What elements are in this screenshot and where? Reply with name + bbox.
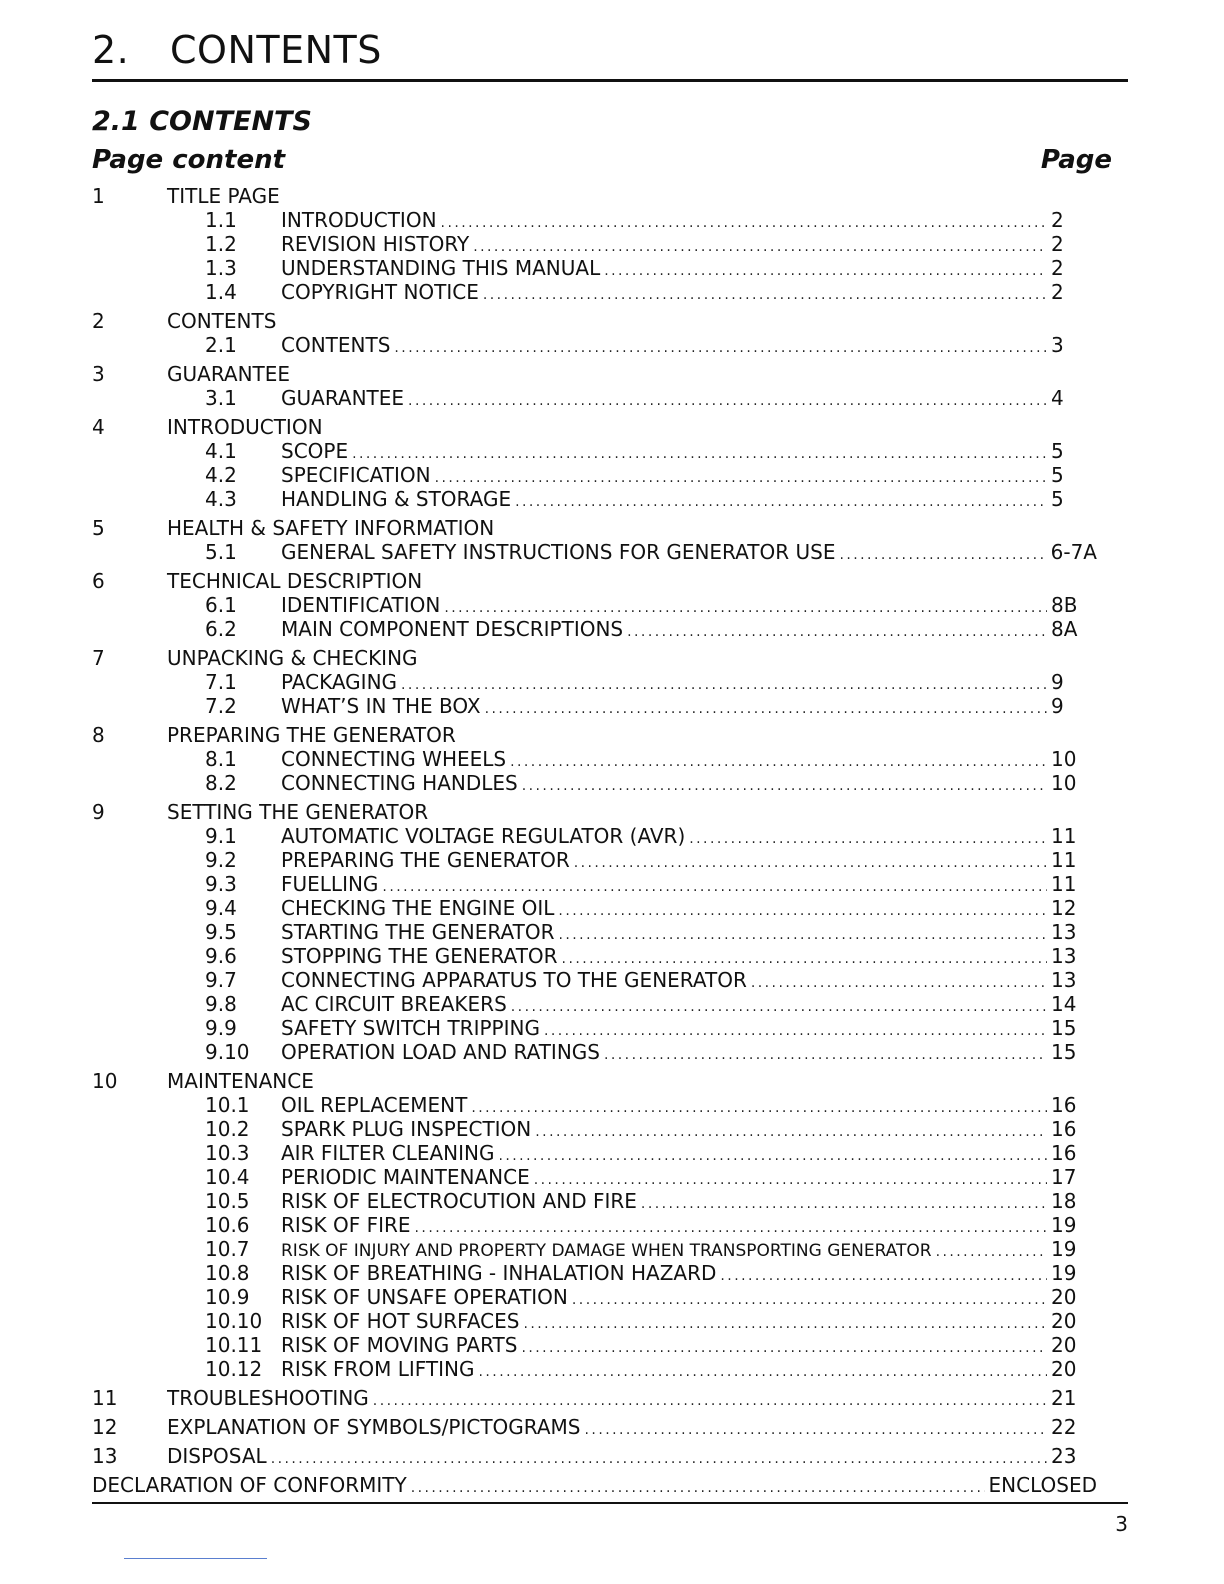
chapter-title: TITLE PAGE (167, 184, 280, 208)
toc-chapter[interactable] (92, 1444, 1097, 1468)
chapter-number: 2 (92, 309, 105, 333)
dot-leader (394, 336, 1047, 360)
toc-entry[interactable] (92, 1093, 1097, 1117)
entry-title: GENERAL SAFETY INSTRUCTIONS FOR GENERATOR USE (281, 540, 836, 564)
chapter-number: 13 (92, 1444, 118, 1468)
entry-page: 11 (1051, 824, 1077, 848)
chapter-title: TECHNICAL DESCRIPTION (167, 569, 423, 593)
entry-title: INTRODUCTION (281, 208, 437, 232)
toc-chapter[interactable] (92, 800, 1097, 824)
toc-chapter[interactable] (92, 415, 1097, 439)
toc-entry[interactable] (92, 256, 1097, 280)
entry-title: CONNECTING HANDLES (281, 771, 518, 795)
entry-body (281, 747, 1097, 774)
entry-page: 20 (1051, 1309, 1077, 1333)
chapter-page: 22 (1051, 1415, 1077, 1439)
entry-body (281, 872, 1097, 899)
entry-title: RISK OF MOVING PARTS (281, 1333, 518, 1357)
entry-page: 13 (1051, 920, 1077, 944)
chapter-title: GUARANTEE (167, 362, 291, 386)
dot-leader (373, 1389, 1047, 1413)
entry-page: 2 (1051, 256, 1064, 280)
entry-body (281, 1117, 1097, 1144)
entry-page: 15 (1051, 1016, 1077, 1040)
entry-body (281, 771, 1097, 798)
entry-page: 9 (1051, 670, 1064, 694)
toc-entry[interactable] (92, 1016, 1097, 1040)
entry-number: 9.8 (205, 992, 237, 1016)
chapter-number: 1 (92, 184, 105, 208)
entry-body (281, 670, 1097, 697)
entry-page: 17 (1051, 1165, 1077, 1189)
entry-page: 19 (1051, 1237, 1077, 1261)
entry-body (281, 280, 1097, 307)
entry-body (281, 439, 1097, 466)
dot-leader (479, 1360, 1048, 1384)
toc-entry[interactable] (92, 386, 1097, 410)
entry-title: FUELLING (281, 872, 379, 896)
entry-number: 6.1 (205, 593, 237, 617)
entry-title: PREPARING THE GENERATOR (281, 848, 570, 872)
entry-body (281, 824, 1097, 851)
entry-title: SCOPE (281, 439, 349, 463)
entry-number: 4.2 (205, 463, 237, 487)
entry-number: 10.10 (205, 1309, 263, 1333)
chapter-number: 10 (92, 1069, 118, 1093)
entry-title: CONTENTS (281, 333, 391, 357)
entry-page: 6-7A (1050, 540, 1097, 564)
chapter-title: SETTING THE GENERATOR (167, 800, 429, 824)
entry-page: 9 (1051, 694, 1064, 718)
entry-title: OIL REPLACEMENT (281, 1093, 468, 1117)
toc-entry[interactable] (92, 992, 1097, 1016)
chapter-entry (167, 1444, 1097, 1471)
entry-page: 8A (1051, 617, 1078, 641)
toc-chapter[interactable] (92, 516, 1097, 540)
toc-entry[interactable] (92, 1213, 1097, 1237)
chapter-entry (167, 1415, 1097, 1442)
toc-entry[interactable] (92, 824, 1097, 848)
toc-chapter[interactable] (92, 1386, 1097, 1410)
toc-entry[interactable] (92, 694, 1097, 718)
toc-entry[interactable] (92, 593, 1097, 617)
toc-entry[interactable] (92, 920, 1097, 944)
entry-number: 1.3 (205, 256, 237, 280)
dot-leader (627, 620, 1047, 644)
entry-body (281, 617, 1097, 644)
chapter-title: CONTENTS (167, 309, 277, 333)
entry-title: IDENTIFICATION (281, 593, 441, 617)
declaration-entry (92, 1473, 1097, 1500)
entry-body (281, 256, 1097, 283)
entry-body (281, 1141, 1097, 1168)
entry-title: MAIN COMPONENT DESCRIPTIONS (281, 617, 624, 641)
entry-body (281, 1309, 1097, 1336)
entry-page: 19 (1051, 1213, 1077, 1237)
entry-page: 20 (1051, 1285, 1077, 1309)
entry-body (281, 386, 1097, 413)
toc-entry[interactable] (92, 1141, 1097, 1165)
entry-page: 2 (1051, 280, 1064, 304)
toc-entry[interactable] (92, 540, 1097, 564)
column-header-page-content: Page content (92, 145, 286, 175)
chapter-title: HEALTH & SAFETY INFORMATION (167, 516, 495, 540)
entry-number: 10.11 (205, 1333, 263, 1357)
entry-body (281, 1261, 1097, 1288)
entry-number: 10.8 (205, 1261, 250, 1285)
entry-title: SAFETY SWITCH TRIPPING (281, 1016, 540, 1040)
entry-title: SPARK PLUG INSPECTION (281, 1117, 532, 1141)
entry-page: 8B (1051, 593, 1078, 617)
entry-number: 10.4 (205, 1165, 250, 1189)
section-title: 2.1 CONTENTS (92, 106, 312, 137)
entry-number: 4.3 (205, 487, 237, 511)
entry-page: 2 (1051, 232, 1064, 256)
toc-chapter[interactable] (92, 362, 1097, 386)
entry-title: CHECKING THE ENGINE OIL (281, 896, 555, 920)
entry-title: RISK OF UNSAFE OPERATION (281, 1285, 568, 1309)
declaration-page: ENCLOSED (988, 1473, 1097, 1497)
entry-page: 13 (1051, 968, 1077, 992)
dot-leader (483, 283, 1047, 307)
page-number: 3 (1115, 1512, 1128, 1536)
chapter-title (92, 28, 382, 72)
entry-title: RISK FROM LIFTING (281, 1357, 475, 1381)
entry-page: 3 (1051, 333, 1064, 357)
entry-title: OPERATION LOAD AND RATINGS (281, 1040, 600, 1064)
entry-page: 20 (1051, 1333, 1077, 1357)
entry-title: STARTING THE GENERATOR (281, 920, 555, 944)
chapter-title: TROUBLESHOOTING (167, 1386, 369, 1410)
entry-body (281, 968, 1097, 995)
dot-leader (585, 1418, 1047, 1442)
dot-leader (411, 1476, 985, 1500)
chapter-title: EXPLANATION OF SYMBOLS/PICTOGRAMS (167, 1415, 581, 1439)
entry-body (281, 1237, 1097, 1264)
toc-entry[interactable] (92, 968, 1097, 992)
entry-body (281, 944, 1097, 971)
toc-entry[interactable] (92, 1189, 1097, 1213)
entry-title: HANDLING & STORAGE (281, 487, 512, 511)
entry-number: 2.1 (205, 333, 237, 357)
entry-page: 15 (1051, 1040, 1077, 1064)
entry-number: 10.1 (205, 1093, 250, 1117)
entry-body (281, 333, 1097, 360)
toc-entry[interactable] (92, 1040, 1097, 1064)
entry-title: AC CIRCUIT BREAKERS (281, 992, 507, 1016)
entry-page: 5 (1051, 439, 1064, 463)
toc-entry[interactable] (92, 439, 1097, 463)
toc-entry[interactable] (92, 1357, 1097, 1381)
entry-number: 9.5 (205, 920, 237, 944)
entry-body (281, 1040, 1097, 1067)
toc-entry[interactable] (92, 1309, 1097, 1333)
dot-leader (271, 1447, 1047, 1471)
chapter-title: MAINTENANCE (167, 1069, 314, 1093)
entry-page: 19 (1051, 1261, 1077, 1285)
toc-chapter[interactable] (92, 184, 1097, 208)
entry-number: 9.10 (205, 1040, 250, 1064)
entry-title: WHAT’S IN THE BOX (281, 694, 481, 718)
toc-entry[interactable] (92, 1165, 1097, 1189)
entry-number: 8.1 (205, 747, 237, 771)
entry-page: 18 (1051, 1189, 1077, 1213)
entry-title: PERIODIC MAINTENANCE (281, 1165, 530, 1189)
entry-body (281, 232, 1097, 259)
entry-body (281, 1189, 1097, 1216)
toc-entry[interactable] (92, 670, 1097, 694)
entry-number: 10.2 (205, 1117, 250, 1141)
toc-declaration[interactable] (92, 1473, 1097, 1497)
dot-leader (839, 543, 1046, 567)
chapter-number: 6 (92, 569, 105, 593)
entry-page: 2 (1051, 208, 1064, 232)
entry-body (281, 463, 1097, 490)
column-header-page: Page (1040, 145, 1112, 175)
entry-title: REVISION HISTORY (281, 232, 470, 256)
entry-page: 20 (1051, 1357, 1077, 1381)
dot-leader (604, 1043, 1047, 1067)
entry-title: COPYRIGHT NOTICE (281, 280, 479, 304)
entry-page: 11 (1051, 872, 1077, 896)
chapter-number: 3 (92, 362, 105, 386)
entry-number: 10.7 (205, 1237, 250, 1261)
entry-page: 11 (1051, 848, 1077, 872)
entry-body (281, 920, 1097, 947)
chapter-number: 9 (92, 800, 105, 824)
entry-body (281, 487, 1097, 514)
entry-number: 1.1 (205, 208, 237, 232)
toc-chapter[interactable] (92, 723, 1097, 747)
entry-page: 16 (1051, 1117, 1077, 1141)
toc-entry[interactable] (92, 771, 1097, 795)
entry-number: 10.9 (205, 1285, 250, 1309)
entry-number: 9.9 (205, 1016, 237, 1040)
entry-title: RISK OF FIRE (281, 1213, 411, 1237)
entry-body (281, 992, 1097, 1019)
entry-body (281, 896, 1097, 923)
entry-number: 3.1 (205, 386, 237, 410)
entry-number: 5.1 (205, 540, 237, 564)
entry-number: 10.5 (205, 1189, 250, 1213)
toc-entry[interactable] (92, 333, 1097, 357)
chapter-number: 11 (92, 1386, 118, 1410)
entry-body (281, 1016, 1097, 1043)
chapter-number: 12 (92, 1415, 118, 1439)
chapter-number: 8 (92, 723, 105, 747)
toc-entry[interactable] (92, 896, 1097, 920)
chapter-entry (167, 1386, 1097, 1413)
entry-title: RISK OF ELECTROCUTION AND FIRE (281, 1189, 637, 1213)
chapter-title: PREPARING THE GENERATOR (167, 723, 456, 747)
entry-number: 8.2 (205, 771, 237, 795)
entry-number: 10.6 (205, 1213, 250, 1237)
entry-number: 4.1 (205, 439, 237, 463)
entry-title: CONNECTING WHEELS (281, 747, 507, 771)
entry-number: 9.7 (205, 968, 237, 992)
top-divider (92, 79, 1128, 82)
entry-number: 9.3 (205, 872, 237, 896)
chapter-title: INTRODUCTION (167, 415, 323, 439)
entry-title: SPECIFICATION (281, 463, 431, 487)
toc-entry[interactable] (92, 280, 1097, 304)
entry-body (281, 694, 1097, 721)
entry-body (281, 1093, 1097, 1120)
dot-leader (408, 389, 1047, 413)
toc-chapter[interactable] (92, 1415, 1097, 1439)
dot-leader (522, 774, 1047, 798)
chapter-number: 4 (92, 415, 105, 439)
entry-number: 10.12 (205, 1357, 263, 1381)
entry-number: 7.1 (205, 670, 237, 694)
entry-body (281, 848, 1097, 875)
toc-chapter[interactable] (92, 569, 1097, 593)
toc-entry[interactable] (92, 208, 1097, 232)
entry-title: CONNECTING APPARATUS TO THE GENERATOR (281, 968, 747, 992)
chapter-title: UNPACKING & CHECKING (167, 646, 418, 670)
toc-entry[interactable] (92, 1237, 1097, 1261)
declaration-title: DECLARATION OF CONFORMITY (92, 1473, 407, 1497)
toc-entry[interactable] (92, 848, 1097, 872)
entry-body (281, 1165, 1097, 1192)
entry-title: RISK OF HOT SURFACES (281, 1309, 520, 1333)
entry-title: GUARANTEE (281, 386, 405, 410)
table-of-contents (92, 184, 1097, 1497)
entry-page: 12 (1051, 896, 1077, 920)
entry-page: 10 (1051, 771, 1077, 795)
toc-chapter[interactable] (92, 646, 1097, 670)
toc-entry[interactable] (92, 872, 1097, 896)
entry-number: 9.1 (205, 824, 237, 848)
chapter-page: 21 (1051, 1386, 1077, 1410)
chapter-number: 7 (92, 646, 105, 670)
entry-number: 9.4 (205, 896, 237, 920)
toc-entry[interactable] (92, 747, 1097, 771)
entry-number: 9.6 (205, 944, 237, 968)
toc-entry[interactable] (92, 232, 1097, 256)
entry-page: 4 (1051, 386, 1064, 410)
entry-page: 5 (1051, 463, 1064, 487)
entry-page: 10 (1051, 747, 1077, 771)
toc-entry[interactable] (92, 1285, 1097, 1309)
dot-leader (515, 490, 1047, 514)
chapter-number: 5 (92, 516, 105, 540)
toc-entry[interactable] (92, 487, 1097, 511)
entry-body (281, 1357, 1097, 1384)
entry-body (281, 208, 1097, 235)
toc-entry[interactable] (92, 617, 1097, 641)
toc-entry[interactable] (92, 1261, 1097, 1285)
entry-page: 16 (1051, 1093, 1077, 1117)
entry-page: 14 (1051, 992, 1077, 1016)
entry-number: 9.2 (205, 848, 237, 872)
dot-leader (485, 697, 1047, 721)
entry-number: 1.2 (205, 232, 237, 256)
bottom-divider (92, 1502, 1128, 1504)
entry-page: 5 (1051, 487, 1064, 511)
link-underline (124, 1558, 267, 1559)
entry-body (281, 1213, 1097, 1240)
entry-number: 10.3 (205, 1141, 250, 1165)
toc-entry[interactable] (92, 463, 1097, 487)
entry-page: 16 (1051, 1141, 1077, 1165)
entry-title: RISK OF BREATHING - INHALATION HAZARD (281, 1261, 717, 1285)
entry-title: STOPPING THE GENERATOR (281, 944, 558, 968)
entry-title: UNDERSTANDING THIS MANUAL (281, 256, 601, 280)
entry-number: 7.2 (205, 694, 237, 718)
entry-page: 13 (1051, 944, 1077, 968)
entry-body (281, 1333, 1097, 1360)
entry-body (281, 1285, 1097, 1312)
toc-entry[interactable] (92, 944, 1097, 968)
chapter-number: 2. (92, 28, 130, 72)
entry-title: AUTOMATIC VOLTAGE REGULATOR (AVR) (281, 824, 686, 848)
entry-body (281, 540, 1097, 567)
entry-number: 6.2 (205, 617, 237, 641)
chapter-title-text: CONTENTS (170, 28, 382, 72)
entry-title: PACKAGING (281, 670, 398, 694)
chapter-title: DISPOSAL (167, 1444, 267, 1468)
toc-entry[interactable] (92, 1117, 1097, 1141)
entry-title: AIR FILTER CLEANING (281, 1141, 495, 1165)
toc-entry[interactable] (92, 1333, 1097, 1357)
toc-chapter[interactable] (92, 309, 1097, 333)
entry-body (281, 593, 1097, 620)
chapter-page: 23 (1051, 1444, 1077, 1468)
entry-title: RISK OF INJURY AND PROPERTY DAMAGE WHEN TRANSPORTING GENERATOR (281, 1241, 932, 1261)
entry-number: 1.4 (205, 280, 237, 304)
toc-chapter[interactable] (92, 1069, 1097, 1093)
